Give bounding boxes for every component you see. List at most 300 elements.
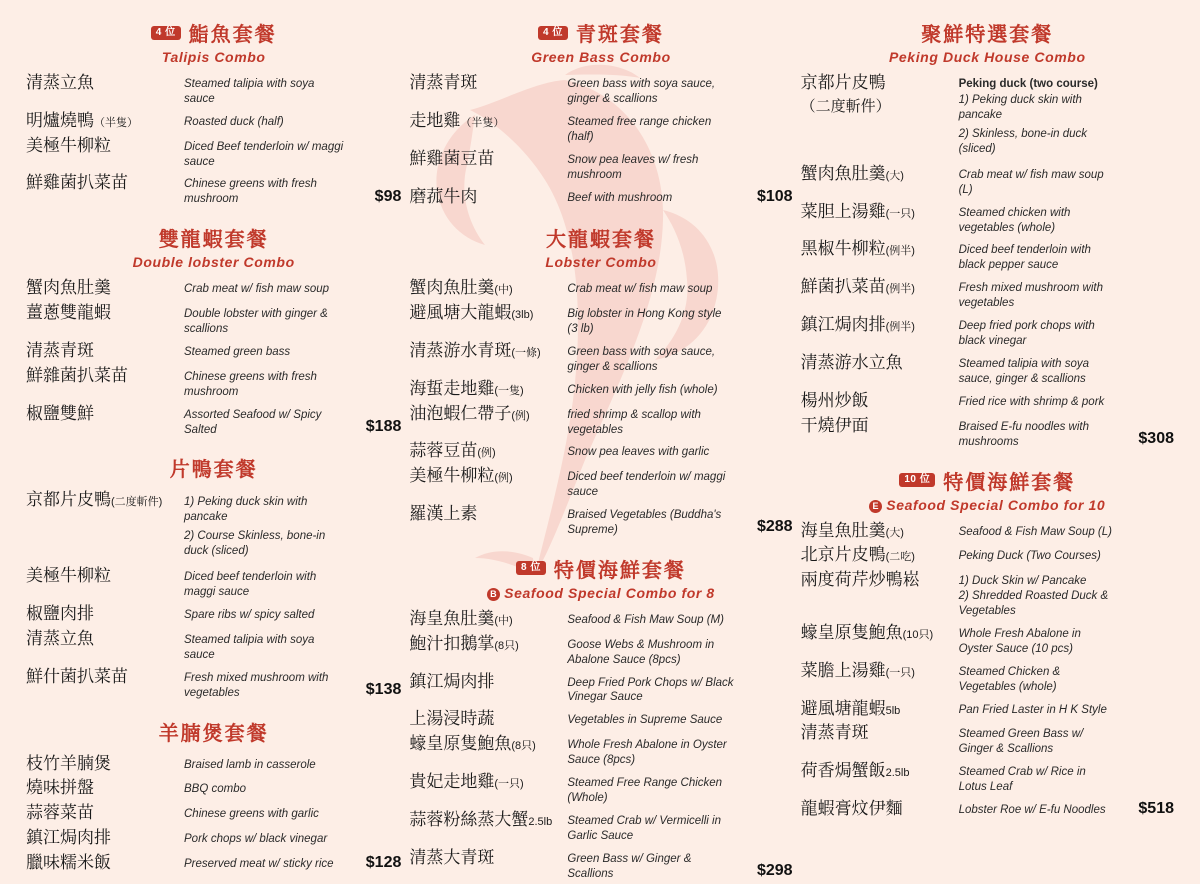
item-portion-cn: (一只) xyxy=(494,778,524,791)
item-name-en xyxy=(567,379,734,398)
item-portion-cn: (例半) xyxy=(885,245,915,258)
item-portion-cn: 2.5lb xyxy=(528,815,553,828)
menu-item xyxy=(26,276,401,301)
menu-item xyxy=(26,752,401,777)
item-price xyxy=(735,144,793,145)
item-desc-en: Fresh mixed mushroom with vegetables xyxy=(958,282,1104,310)
section-items xyxy=(26,488,401,702)
item-name-en xyxy=(567,278,734,297)
menu-item xyxy=(26,364,401,402)
item-name-en xyxy=(959,416,1116,450)
item-price xyxy=(343,298,401,299)
item-desc-en: Beef with mushroom xyxy=(567,191,673,204)
item-name-cn: 蒜蓉豆苗(例) xyxy=(409,441,496,461)
item-name-cn: 美極牛柳粒 xyxy=(26,566,111,586)
item-name-cn: 兩度荷芹炒鴨崧 xyxy=(800,570,920,590)
item-name-en xyxy=(567,441,734,460)
menu-item xyxy=(26,301,401,339)
menu-item xyxy=(801,721,1174,759)
item-price xyxy=(735,843,793,844)
item-name-cn: 走地雞（半隻） xyxy=(409,110,505,130)
item-name-en xyxy=(184,173,343,207)
item-price xyxy=(343,798,401,799)
item-desc-en: Pan Fried Laster in H K Style xyxy=(958,703,1107,716)
item-name-cn: 枝竹羊腩煲 xyxy=(26,753,111,773)
section-letter-badge: E xyxy=(869,500,882,513)
item-name-cn: 蟹肉魚肚羹(大) xyxy=(800,163,904,183)
item-desc-en: Fresh mixed mushroom with vegetables xyxy=(184,671,329,699)
item-price: $288 xyxy=(756,518,793,536)
item-price xyxy=(1116,411,1174,412)
menu-item xyxy=(409,502,792,540)
section-header xyxy=(409,223,792,270)
item-name-en xyxy=(567,187,734,206)
menu-item xyxy=(26,801,401,826)
item-name-en xyxy=(184,404,343,438)
section-header xyxy=(409,18,792,65)
section-title-en: Lobster Combo xyxy=(545,254,657,271)
item-desc-en: Steamed green bass xyxy=(184,345,291,358)
item-desc-en: Steamed free range chicken (half) xyxy=(567,115,712,143)
item-desc-en: Chinese greens with garlic xyxy=(184,808,319,821)
item-price xyxy=(1116,234,1174,235)
menu-item xyxy=(409,402,792,440)
item-name-en xyxy=(959,315,1116,349)
item-name-cn: 鮮雜菌扒菜苗 xyxy=(26,365,128,385)
item-desc-en: Snow pea leaves with garlic xyxy=(567,446,710,459)
menu-item xyxy=(26,339,401,364)
item-portion-cn: (例) xyxy=(477,447,496,460)
item-name-en xyxy=(184,366,343,400)
item-name-en xyxy=(184,278,343,297)
item-portion-cn: (例) xyxy=(494,472,513,485)
item-name-en xyxy=(959,723,1116,757)
item-desc-en: Vegetables in Supreme Sauce xyxy=(567,714,723,727)
menu-section xyxy=(801,466,1174,822)
item-price xyxy=(343,168,401,169)
section-subtitle-en: Combo for 10 xyxy=(1007,496,1106,513)
item-name-cn: 蒜蓉粉絲蒸大蟹2.5lb xyxy=(409,809,553,829)
section-letter-badge: B xyxy=(487,588,500,601)
menu-item xyxy=(409,632,792,670)
item-desc-en: Diced beef tenderloin with maggi sauce xyxy=(184,571,317,599)
section-title-cn: 青斑套餐 xyxy=(575,24,664,46)
item-name-en xyxy=(959,570,1116,619)
item-note-1: 1) Peking duck skin with pancake xyxy=(958,93,1082,121)
section-items xyxy=(409,71,792,209)
section-title-en: Peking Duck House Combo xyxy=(888,49,1086,65)
item-name-cn: 蟹肉魚肚羹 xyxy=(26,278,111,298)
menu-item xyxy=(409,670,792,708)
item-desc-en: Braised lamb in casserole xyxy=(184,758,316,771)
menu-item xyxy=(801,200,1174,238)
item-name-en xyxy=(959,699,1116,718)
item-name-en xyxy=(567,73,734,107)
section-header xyxy=(801,466,1174,513)
item-portion-cn: （半隻） xyxy=(94,116,138,129)
item-portion-cn: (8只) xyxy=(494,639,519,652)
item-name-cn: 蒜蓉菜苗 xyxy=(26,803,94,823)
menu-section xyxy=(26,453,401,702)
item-name-cn: 鮮雞菌扒菜苗 xyxy=(26,173,128,193)
item-name-en xyxy=(184,853,343,872)
item-name-cn: 蠔皇原隻鮑魚(10只) xyxy=(800,622,934,642)
item-name-cn: 油泡蝦仁帶子(例) xyxy=(409,403,530,423)
item-name-en xyxy=(184,73,343,107)
item-name-cn: 菜胆上湯雞(一只) xyxy=(800,201,915,221)
item-portion-cn: (一只) xyxy=(885,207,915,220)
item-portion-cn: (二吃) xyxy=(885,551,915,564)
item-price: $308 xyxy=(1138,430,1174,448)
item-price xyxy=(735,336,793,337)
item-price xyxy=(1116,756,1174,757)
item-price xyxy=(735,704,793,705)
menu-item xyxy=(26,776,401,801)
item-name-en xyxy=(184,604,343,623)
item-desc-en: Crab meat w/ fish maw soup (L) xyxy=(958,168,1104,196)
menu-item xyxy=(26,627,401,665)
item-price xyxy=(1116,159,1174,160)
item-desc-en: Preserved meat w/ sticky rice xyxy=(184,857,334,870)
item-note-2: 2) Course Skinless, bone-in duck (sliced) xyxy=(184,530,326,558)
item-price xyxy=(735,399,793,400)
item-price xyxy=(343,662,401,663)
item-desc-en: Crab meat w/ fish maw soup xyxy=(567,283,713,296)
item-name-en-strong: Peking duck (two course) xyxy=(958,78,1098,90)
menu-item xyxy=(26,134,401,172)
section-title-row xyxy=(409,18,792,47)
item-name-en xyxy=(184,778,343,797)
item-desc-en: Green bass with soya sauce, ginger & scallions xyxy=(567,345,716,373)
item-name-en xyxy=(567,404,734,438)
item-desc-en: Roasted duck (half) xyxy=(184,115,284,128)
item-price xyxy=(1116,656,1174,657)
item-desc-en: Peking Duck (Two Courses) xyxy=(958,550,1101,563)
menu-item xyxy=(26,564,401,602)
item-desc-en: Steamed Green Bass w/ Ginger & Scallions xyxy=(958,728,1084,756)
item-name-cn: 清蒸青斑 xyxy=(800,723,869,743)
item-portion-cn: 2.5lb xyxy=(885,767,910,780)
item-price xyxy=(735,182,793,183)
menu-item xyxy=(801,414,1174,452)
menu-section xyxy=(26,717,401,876)
item-desc-en: Steamed Free Range Chicken (Whole) xyxy=(567,777,723,804)
section-badge: 4 位 xyxy=(151,26,181,40)
item-desc-en: Braised E-fu noodles with mushrooms xyxy=(958,420,1089,448)
item-name-cn: 明爐燒鴨（半隻） xyxy=(26,110,138,130)
item-name-cn: 燒味拼盤 xyxy=(26,778,94,798)
item-name-en xyxy=(184,136,343,170)
section-title-cn: 聚鮮特選套餐 xyxy=(921,24,1054,46)
menu-item xyxy=(801,389,1174,414)
menu-item xyxy=(409,147,792,185)
item-name-en xyxy=(959,545,1116,564)
menu-item xyxy=(801,621,1174,659)
item-price xyxy=(735,374,793,375)
item-desc-en: Seafood & Fish Maw Soup (L) xyxy=(958,525,1112,538)
item-name-en xyxy=(959,391,1116,410)
item-name-cn: 京都片皮鴨(二度斬件) xyxy=(26,490,163,510)
item-name-cn: 龍蝦膏炆伊麵 xyxy=(800,799,903,819)
item-name-cn: 北京片皮鴨(二吃) xyxy=(800,545,915,565)
item-desc-en: Whole Fresh Abalone in Oyster Sauce (8pcs) xyxy=(567,739,727,767)
item-desc-en: Steamed Crab w/ Rice in Lotus Leaf xyxy=(958,766,1086,794)
menu-item xyxy=(26,665,401,703)
item-name-cn: 黑椒牛柳粒(例半) xyxy=(800,239,915,259)
item-name-en xyxy=(567,111,734,145)
menu-item xyxy=(801,659,1174,697)
item-name-cn: 蠔皇原隻鮑魚(8只) xyxy=(409,734,536,754)
item-name-cn: 上湯浸時蔬 xyxy=(409,709,495,729)
item-name-cn: 美極牛柳粒 xyxy=(26,135,111,155)
item-name-en xyxy=(184,490,343,562)
section-title-cn: 鮨魚套餐 xyxy=(188,24,277,46)
item-name-cn-second: （二度斬件） xyxy=(800,97,891,115)
item-name-en xyxy=(184,566,343,600)
menu-item xyxy=(409,71,792,109)
item-name-en xyxy=(567,609,734,628)
item-name-cn: 羅漢上素 xyxy=(409,504,478,524)
item-price xyxy=(735,729,793,730)
item-name-en xyxy=(959,761,1116,795)
section-items xyxy=(26,752,401,876)
item-name-cn: 清蒸游水青斑(一條) xyxy=(409,340,541,360)
section-title-row xyxy=(26,18,401,47)
item-price xyxy=(735,629,793,630)
item-name-cn: 海皇魚肚羹(大) xyxy=(800,520,904,540)
item-desc-en: Pork chops w/ black vinegar xyxy=(184,832,328,845)
item-name-cn: 磨菰牛肉 xyxy=(409,186,478,206)
section-header xyxy=(801,18,1174,65)
section-badge: 8 位 xyxy=(516,561,546,575)
section-items xyxy=(26,71,401,209)
section-title-row xyxy=(26,717,401,746)
item-name-en xyxy=(184,111,343,130)
menu-item xyxy=(409,607,792,632)
section-title-cn: 羊腩煲套餐 xyxy=(158,722,269,745)
section-title-en: Talipis Combo xyxy=(161,49,266,65)
item-name-cn: 楊州炒飯 xyxy=(800,390,869,410)
section-header xyxy=(26,223,401,270)
section-title-row xyxy=(26,453,401,482)
item-name-en xyxy=(567,672,734,706)
item-name-en xyxy=(959,239,1116,273)
item-desc-en: Deep fried pork chops with black vinegar xyxy=(958,320,1095,348)
menu-section xyxy=(409,223,792,540)
section-items xyxy=(801,519,1174,822)
item-name-cn: 貴妃走地雞(一只) xyxy=(409,772,524,792)
item-desc-en: fried shrimp & scallop with vegetables xyxy=(567,408,701,436)
item-portion-cn: (二度斬件) xyxy=(111,496,163,509)
item-desc-en: Braised Vegetables (Buddha's Supreme) xyxy=(567,509,722,536)
item-name-en xyxy=(959,164,1116,198)
item-price xyxy=(735,436,793,437)
section-title-en: Green Bass Combo xyxy=(531,49,671,65)
item-name-en xyxy=(959,353,1116,387)
menu-column-2 xyxy=(409,18,800,880)
item-name-en xyxy=(567,734,734,768)
item-price xyxy=(735,767,793,768)
menu-item xyxy=(26,851,401,876)
item-name-cn: 臘味糯米飯 xyxy=(26,852,111,872)
menu-item xyxy=(409,770,792,808)
menu-item xyxy=(801,519,1174,544)
section-items xyxy=(801,71,1174,452)
item-name-cn: 鮑汁扣鵝掌(8只) xyxy=(409,633,519,653)
item-name-cn: 鎮江焗肉排(例半) xyxy=(800,315,915,335)
item-name-cn: 菜膽上湯雞(一只) xyxy=(800,660,915,680)
item-name-en xyxy=(959,521,1116,540)
item-price xyxy=(1116,310,1174,311)
item-desc-en: Green bass with soya sauce, ginger & scallions xyxy=(567,78,716,105)
item-desc-en: Crab meat w/ fish maw soup xyxy=(184,283,330,296)
menu-item xyxy=(409,808,792,846)
item-desc-en: Chinese greens with fresh mushroom xyxy=(184,178,317,206)
item-desc-en: Spare ribs w/ spicy salted xyxy=(184,609,315,622)
section-title-row xyxy=(409,223,792,252)
item-desc-en: Lobster Roe w/ E-fu Noodles xyxy=(958,804,1106,817)
item-name-en xyxy=(567,341,734,375)
item-desc-en: Seafood & Fish Maw Soup (M) xyxy=(567,613,724,626)
menu-item xyxy=(409,185,792,210)
item-price xyxy=(735,298,793,299)
section-header xyxy=(409,554,792,601)
menu-item xyxy=(801,162,1174,200)
section-title-row xyxy=(801,18,1174,47)
item-price xyxy=(343,399,401,400)
item-price: $108 xyxy=(756,187,793,205)
item-price xyxy=(343,106,401,107)
item-desc-en: Steamed Chicken & Vegetables (whole) xyxy=(958,665,1061,693)
item-name-cn: 清蒸立魚 xyxy=(26,73,94,92)
item-price xyxy=(343,131,401,132)
item-name-en xyxy=(184,667,343,701)
menu-item xyxy=(801,351,1174,389)
item-price xyxy=(1116,197,1174,198)
menu-item xyxy=(801,543,1174,568)
item-desc-en: Diced Beef tenderloin w/ maggi sauce xyxy=(184,140,344,168)
item-portion-cn: (一隻) xyxy=(494,384,524,397)
item-name-en xyxy=(184,803,343,822)
menu-item xyxy=(801,313,1174,351)
menu-item xyxy=(801,275,1174,313)
menu-item xyxy=(409,732,792,770)
menu-item xyxy=(409,846,792,884)
menu-item xyxy=(409,109,792,147)
menu-item xyxy=(26,109,401,134)
menu-item xyxy=(801,797,1174,822)
menu-item xyxy=(409,339,792,377)
section-header xyxy=(26,453,401,482)
menu-item xyxy=(409,707,792,732)
item-name-cn: 鎮江焗肉排 xyxy=(26,827,111,847)
item-name-en xyxy=(184,303,343,337)
item-desc-en: Green Bass w/ Ginger & Scallions xyxy=(567,852,692,880)
item-portion-cn: (一條) xyxy=(511,346,541,359)
item-name-cn: 鮮雞菌豆苗 xyxy=(409,148,495,168)
item-name-en xyxy=(959,73,1116,160)
item-portion-cn: (例半) xyxy=(885,283,915,296)
section-items xyxy=(409,607,792,884)
menu-section xyxy=(409,554,792,884)
section-header xyxy=(26,18,401,65)
item-desc-en: Diced beef tenderloin with black pepper sauce xyxy=(958,244,1091,272)
item-name-en xyxy=(184,341,343,360)
menu-item xyxy=(26,488,401,564)
item-desc-en: Steamed talipia with soya sauce, ginger & scallions xyxy=(958,358,1089,385)
menu-item xyxy=(409,439,792,464)
item-name-en xyxy=(567,634,734,668)
menu-item xyxy=(26,71,401,109)
item-name-cn: 椒鹽肉排 xyxy=(26,604,94,624)
item-desc-en: Assorted Seafood w/ Spicy Salted xyxy=(184,408,322,436)
menu-item xyxy=(409,276,792,301)
item-name-cn: 美極牛柳粒(例) xyxy=(409,466,513,486)
item-name-cn: 避風塘龍蝦5lb xyxy=(800,698,901,718)
menu-item xyxy=(801,759,1174,797)
menu-item xyxy=(409,377,792,402)
item-desc-en: Chinese greens with fresh mushroom xyxy=(184,370,317,398)
item-price xyxy=(343,848,401,849)
item-price xyxy=(735,805,793,806)
item-price xyxy=(1116,565,1174,566)
item-desc-en: Goose Webs & Mushroom in Abalone Sauce (8pcs) xyxy=(567,638,715,666)
item-name-cn: 鮮菌扒菜苗(例半) xyxy=(800,277,915,297)
item-name-en xyxy=(959,661,1116,695)
item-price: $518 xyxy=(1138,800,1174,818)
item-name-cn: 清蒸游水立魚 xyxy=(800,353,903,373)
item-price xyxy=(1116,694,1174,695)
section-title-cn: 特價海鮮套餐 xyxy=(553,559,686,582)
item-desc-en: Steamed Crab w/ Vermicelli in Garlic Sauce xyxy=(567,814,721,842)
item-name-en xyxy=(184,629,343,663)
section-badge: 10 位 xyxy=(899,473,935,487)
item-desc-en: Steamed chicken with vegetables (whole) xyxy=(958,206,1071,234)
item-name-en xyxy=(567,466,734,500)
item-desc-en: Chicken with jelly fish (whole) xyxy=(567,383,718,396)
item-price xyxy=(343,823,401,824)
item-name-cn: 椒鹽雙鮮 xyxy=(26,403,94,423)
item-price xyxy=(343,599,401,600)
section-title-cn: 特價海鮮套餐 xyxy=(943,471,1076,494)
item-name-en xyxy=(567,709,734,728)
menu-section xyxy=(801,18,1174,452)
item-price xyxy=(1116,272,1174,273)
menu-column-1 xyxy=(26,18,409,872)
item-price xyxy=(735,461,793,462)
menu-section xyxy=(409,18,792,209)
menu-item xyxy=(26,402,401,440)
item-price xyxy=(735,499,793,500)
item-price xyxy=(735,106,793,107)
section-subtitle-en: Combo for 8 xyxy=(625,584,715,601)
item-portion-cn: （半隻） xyxy=(460,116,505,129)
item-name-en xyxy=(567,810,734,844)
item-desc-en: Steamed talipia with soya sauce xyxy=(184,633,315,661)
item-name-cn: 清蒸大青斑 xyxy=(409,847,495,867)
menu-item xyxy=(26,602,401,627)
item-price xyxy=(1116,348,1174,349)
item-portion-cn: 5lb xyxy=(885,704,901,717)
item-price xyxy=(1116,718,1174,719)
section-title-row xyxy=(409,554,792,583)
menu-section xyxy=(26,223,401,439)
item-name-cn: 鎮江焗肉排 xyxy=(409,671,495,691)
item-desc-en: Diced beef tenderloin w/ maggi sauce xyxy=(567,471,726,499)
item-name-en xyxy=(959,277,1116,311)
section-title-cn: 雙龍蝦套餐 xyxy=(158,229,269,252)
item-price: $188 xyxy=(365,417,402,435)
